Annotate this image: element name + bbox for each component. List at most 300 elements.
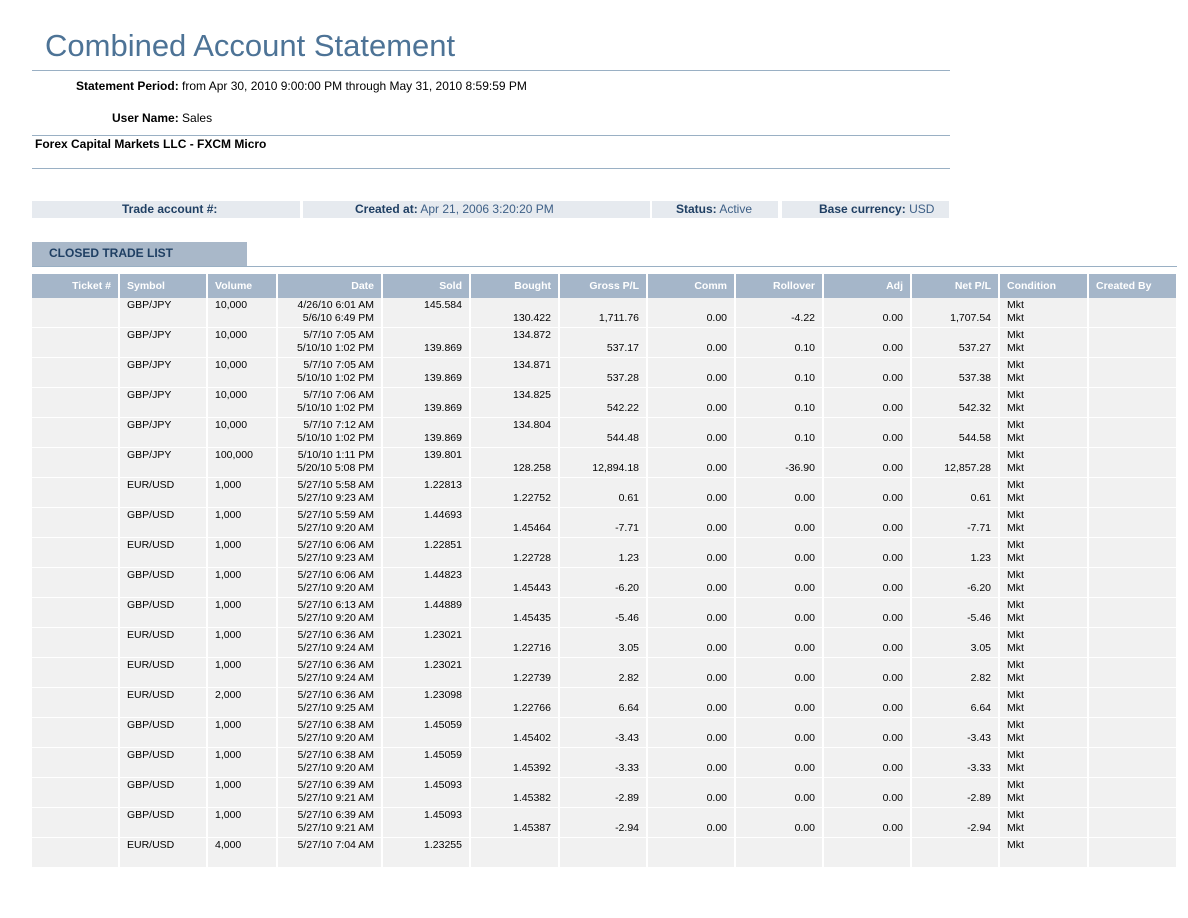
- comm-value: [655, 852, 727, 865]
- rollover-value: 0.00: [794, 581, 815, 594]
- date-close-value: 5/27/10 9:23 AM: [297, 551, 374, 564]
- table-row[interactable]: [32, 778, 1178, 808]
- sold-open-value: 1.23098: [424, 689, 462, 701]
- bought-open-value: 134.872: [513, 329, 551, 341]
- symbol-value: GBP/USD: [127, 779, 175, 791]
- sold-open-value: 1.23021: [424, 659, 462, 671]
- gross-pl-spacer: [567, 538, 639, 552]
- condition-open-value: Mkt: [1007, 419, 1024, 431]
- gross-pl-spacer: [567, 478, 639, 492]
- table-row[interactable]: [32, 658, 1178, 688]
- bought-cell: [471, 538, 560, 568]
- rollover-spacer: [743, 598, 815, 612]
- volume-cell: [208, 628, 278, 658]
- net-pl-value: 544.58: [958, 431, 991, 444]
- comm-spacer: [655, 748, 727, 762]
- comm-value: 0.00: [706, 611, 727, 624]
- table-row[interactable]: [32, 388, 1178, 418]
- created-by-cell: [1089, 568, 1178, 598]
- date-cell: [278, 388, 383, 418]
- gross-pl-spacer: [567, 418, 639, 432]
- symbol-value: GBP/JPY: [127, 389, 172, 401]
- ticket-cell: [32, 508, 120, 538]
- date-close-value: 5/27/10 9:20 AM: [297, 521, 374, 534]
- adj-value: 0.00: [882, 521, 903, 534]
- bought-cell: [471, 718, 560, 748]
- net-pl-spacer: [919, 298, 991, 312]
- bought-close-value: 1.45392: [513, 761, 551, 774]
- volume-cell: [208, 748, 278, 778]
- table-row[interactable]: [32, 418, 1178, 448]
- volume-value: 2,000: [215, 689, 242, 701]
- net-pl-spacer: [919, 808, 991, 822]
- status-label: Status:: [676, 202, 717, 216]
- net-pl-cell: [912, 598, 1000, 628]
- date-cell: [278, 568, 383, 598]
- date-cell: [278, 838, 383, 868]
- comm-spacer: [655, 718, 727, 732]
- comm-cell: [648, 538, 736, 568]
- sold-cell: [383, 298, 471, 328]
- symbol-value: GBP/JPY: [127, 449, 172, 461]
- symbol-value: GBP/JPY: [127, 299, 172, 311]
- adj-cell: [824, 388, 912, 418]
- volume-cell: [208, 508, 278, 538]
- bought-open-value: 134.804: [513, 419, 551, 431]
- condition-open-value: Mkt: [1007, 359, 1024, 371]
- bought-cell: [471, 298, 560, 328]
- created-by-cell: [1089, 358, 1178, 388]
- table-header-row: [32, 274, 1178, 298]
- symbol-cell: [120, 478, 208, 508]
- volume-cell: [208, 838, 278, 868]
- rollover-value: -36.90: [785, 461, 815, 474]
- sold-cell: [383, 418, 471, 448]
- condition-cell: [1000, 508, 1089, 538]
- rollover-cell: [736, 808, 824, 838]
- ticket-cell: [32, 688, 120, 718]
- date-open-value: 5/27/10 6:36 AM: [297, 689, 374, 701]
- ticket-cell: [32, 358, 120, 388]
- gross-pl-value: [567, 852, 639, 865]
- bought-close-value: [478, 372, 551, 385]
- column-header-gross-p-l[interactable]: Gross P/L: [560, 274, 648, 298]
- net-pl-spacer: [919, 478, 991, 492]
- table-row[interactable]: [32, 358, 1178, 388]
- bought-open-value: [478, 598, 551, 612]
- column-header-ticket[interactable]: Ticket #: [32, 274, 120, 298]
- adj-cell: [824, 658, 912, 688]
- volume-value: 1,000: [215, 719, 242, 731]
- condition-close-value: Mkt: [1007, 401, 1024, 414]
- bought-open-value: 134.825: [513, 389, 551, 401]
- symbol-cell: [120, 448, 208, 478]
- net-pl-value: 6.64: [970, 701, 991, 714]
- comm-value: 0.00: [706, 581, 727, 594]
- table-row[interactable]: [32, 598, 1178, 628]
- date-close-value: 5/6/10 6:49 PM: [302, 311, 374, 324]
- column-header-condition[interactable]: Condition: [1000, 274, 1089, 298]
- table-row[interactable]: [32, 508, 1178, 538]
- comm-value: 0.00: [706, 701, 727, 714]
- net-pl-value: -3.43: [967, 731, 991, 744]
- volume-value: 1,000: [215, 809, 242, 821]
- date-open-value: 5/7/10 7:06 AM: [303, 389, 374, 401]
- volume-value: 1,000: [215, 479, 242, 491]
- condition-open-value: Mkt: [1007, 839, 1024, 851]
- symbol-value: GBP/USD: [127, 509, 175, 521]
- bought-cell: [471, 448, 560, 478]
- bought-close-value: [478, 402, 551, 415]
- gross-pl-spacer: [567, 388, 639, 402]
- bought-cell: [471, 358, 560, 388]
- comm-spacer: [655, 358, 727, 372]
- rollover-value: 0.00: [794, 731, 815, 744]
- rollover-spacer: [743, 688, 815, 702]
- net-pl-spacer: [919, 418, 991, 432]
- date-cell: [278, 778, 383, 808]
- column-header-adj[interactable]: Adj: [824, 274, 912, 298]
- created-by-cell: [1089, 298, 1178, 328]
- condition-open-value: Mkt: [1007, 539, 1024, 551]
- net-pl-cell: [912, 448, 1000, 478]
- table-row[interactable]: [32, 808, 1178, 838]
- rollover-spacer: [743, 658, 815, 672]
- gross-pl-value: 6.64: [618, 701, 639, 714]
- gross-pl-cell: [560, 538, 648, 568]
- ticket-cell: [32, 328, 120, 358]
- net-pl-value: 537.38: [958, 371, 991, 384]
- gross-pl-value: 544.48: [606, 431, 639, 444]
- table-row[interactable]: [32, 448, 1178, 478]
- symbol-cell: [120, 748, 208, 778]
- date-close-value: 5/27/10 9:24 AM: [297, 641, 374, 654]
- sold-cell: [383, 748, 471, 778]
- rollover-spacer: [743, 808, 815, 822]
- date-open-value: 4/26/10 6:01 AM: [297, 299, 374, 311]
- table-row[interactable]: [32, 538, 1178, 568]
- created-by-cell: [1089, 388, 1178, 418]
- symbol-value: EUR/USD: [127, 659, 175, 671]
- bought-close-value: 128.258: [513, 461, 551, 474]
- gross-pl-cell: [560, 328, 648, 358]
- net-pl-spacer: [919, 508, 991, 522]
- comm-spacer: [655, 298, 727, 312]
- condition-open-value: Mkt: [1007, 449, 1024, 461]
- net-pl-cell: [912, 328, 1000, 358]
- condition-open-value: Mkt: [1007, 629, 1024, 641]
- gross-pl-cell: [560, 748, 648, 778]
- sold-close-value: 139.869: [424, 401, 462, 414]
- condition-open-value: Mkt: [1007, 719, 1024, 731]
- adj-value: 0.00: [882, 701, 903, 714]
- sold-close-value: [390, 792, 462, 805]
- gross-pl-cell: [560, 688, 648, 718]
- gross-pl-cell: [560, 478, 648, 508]
- column-header-symbol[interactable]: Symbol: [120, 274, 208, 298]
- date-open-value: 5/27/10 6:06 AM: [297, 569, 374, 581]
- gross-pl-cell: [560, 778, 648, 808]
- comm-cell: [648, 778, 736, 808]
- bought-close-value: 1.22739: [513, 671, 551, 684]
- condition-open-value: Mkt: [1007, 749, 1024, 761]
- gross-pl-spacer: [567, 718, 639, 732]
- condition-close-value: Mkt: [1007, 311, 1024, 324]
- symbol-cell: [120, 658, 208, 688]
- condition-cell: [1000, 598, 1089, 628]
- adj-spacer: [831, 448, 903, 462]
- adj-value: 0.00: [882, 491, 903, 504]
- condition-open-value: Mkt: [1007, 389, 1024, 401]
- page-title: Combined Account Statement: [45, 28, 456, 63]
- net-pl-cell: [912, 718, 1000, 748]
- gross-pl-cell: [560, 388, 648, 418]
- condition-open-value: Mkt: [1007, 659, 1024, 671]
- gross-pl-cell: [560, 448, 648, 478]
- table-row[interactable]: [32, 628, 1178, 658]
- column-header-date[interactable]: Date: [278, 274, 383, 298]
- gross-pl-value: 2.82: [618, 671, 639, 684]
- bought-close-value: [478, 432, 551, 445]
- date-open-value: 5/27/10 6:36 AM: [297, 629, 374, 641]
- bought-open-value: [478, 508, 551, 522]
- gross-pl-spacer: [567, 838, 639, 852]
- date-close-value: 5/27/10 9:23 AM: [297, 491, 374, 504]
- volume-cell: [208, 448, 278, 478]
- sold-cell: [383, 448, 471, 478]
- adj-spacer: [831, 628, 903, 642]
- gross-pl-value: -3.43: [615, 731, 639, 744]
- sold-open-value: 1.44889: [424, 599, 462, 611]
- condition-cell: [1000, 448, 1089, 478]
- gross-pl-cell: [560, 838, 648, 868]
- closed-trades-table: [32, 274, 1178, 868]
- net-pl-spacer: [919, 328, 991, 342]
- sold-cell: [383, 568, 471, 598]
- column-header-net-p-l[interactable]: Net P/L: [912, 274, 1000, 298]
- condition-cell: [1000, 808, 1089, 838]
- condition-open-value: Mkt: [1007, 479, 1024, 491]
- condition-cell: [1000, 718, 1089, 748]
- adj-cell: [824, 718, 912, 748]
- condition-close-value: Mkt: [1007, 671, 1024, 684]
- gross-pl-spacer: [567, 358, 639, 372]
- sold-cell: [383, 658, 471, 688]
- column-header-bought[interactable]: Bought: [471, 274, 560, 298]
- symbol-value: GBP/USD: [127, 599, 175, 611]
- adj-value: 0.00: [882, 671, 903, 684]
- base-currency-value: USD: [909, 202, 935, 216]
- condition-close-value: Mkt: [1007, 371, 1024, 384]
- comm-spacer: [655, 658, 727, 672]
- table-row[interactable]: [32, 298, 1178, 328]
- sold-close-value: [390, 582, 462, 595]
- date-open-value: 5/27/10 6:38 AM: [297, 749, 374, 761]
- sold-cell: [383, 358, 471, 388]
- adj-spacer: [831, 328, 903, 342]
- symbol-cell: [120, 358, 208, 388]
- bought-cell: [471, 748, 560, 778]
- table-row[interactable]: [32, 718, 1178, 748]
- sold-open-value: [390, 418, 462, 432]
- column-header-rollover[interactable]: Rollover: [736, 274, 824, 298]
- column-header-created-by[interactable]: Created By: [1089, 274, 1178, 298]
- volume-value: 1,000: [215, 509, 242, 521]
- date-cell: [278, 658, 383, 688]
- net-pl-value: 0.61: [970, 491, 991, 504]
- comm-cell: [648, 718, 736, 748]
- column-header-sold[interactable]: Sold: [383, 274, 471, 298]
- net-pl-value: [919, 852, 991, 865]
- column-header-comm[interactable]: Comm: [648, 274, 736, 298]
- table-row[interactable]: [32, 568, 1178, 598]
- sold-close-value: [390, 612, 462, 625]
- condition-close-value: Mkt: [1007, 461, 1024, 474]
- symbol-cell: [120, 418, 208, 448]
- comm-cell: [648, 358, 736, 388]
- bought-open-value: [478, 568, 551, 582]
- symbol-value: GBP/USD: [127, 569, 175, 581]
- adj-value: [831, 852, 903, 865]
- gross-pl-value: 537.28: [606, 371, 639, 384]
- rollover-value: 0.10: [794, 341, 815, 354]
- gross-pl-cell: [560, 298, 648, 328]
- adj-value: 0.00: [882, 341, 903, 354]
- comm-cell: [648, 628, 736, 658]
- volume-cell: [208, 568, 278, 598]
- closed-trade-list-tab[interactable]: CLOSED TRADE LIST: [32, 242, 247, 266]
- rollover-spacer: [743, 358, 815, 372]
- rollover-cell: [736, 508, 824, 538]
- gross-pl-value: 0.61: [618, 491, 639, 504]
- comm-spacer: [655, 778, 727, 792]
- sold-close-value: [390, 552, 462, 565]
- date-close-value: 5/27/10 9:24 AM: [297, 671, 374, 684]
- bought-open-value: [478, 658, 551, 672]
- table-row[interactable]: [32, 688, 1178, 718]
- rollover-cell: [736, 718, 824, 748]
- table-row[interactable]: [32, 478, 1178, 508]
- rollover-cell: [736, 748, 824, 778]
- volume-value: 10,000: [215, 299, 248, 311]
- gross-pl-value: 537.17: [606, 341, 639, 354]
- table-row[interactable]: [32, 748, 1178, 778]
- net-pl-cell: [912, 748, 1000, 778]
- date-open-value: 5/27/10 6:36 AM: [297, 659, 374, 671]
- sold-close-value: [390, 672, 462, 685]
- ticket-cell: [32, 598, 120, 628]
- ticket-cell: [32, 538, 120, 568]
- condition-close-value: Mkt: [1007, 611, 1024, 624]
- sold-cell: [383, 508, 471, 538]
- symbol-value: EUR/USD: [127, 689, 175, 701]
- gross-pl-value: -3.33: [615, 761, 639, 774]
- volume-value: 10,000: [215, 389, 248, 401]
- created-by-cell: [1089, 658, 1178, 688]
- net-pl-spacer: [919, 538, 991, 552]
- net-pl-value: -7.71: [967, 521, 991, 534]
- bought-cell: [471, 628, 560, 658]
- bought-cell: [471, 568, 560, 598]
- rollover-value: 0.00: [794, 611, 815, 624]
- rollover-cell: [736, 538, 824, 568]
- net-pl-cell: [912, 358, 1000, 388]
- net-pl-spacer: [919, 568, 991, 582]
- gross-pl-cell: [560, 598, 648, 628]
- date-cell: [278, 328, 383, 358]
- adj-spacer: [831, 358, 903, 372]
- bought-open-value: [478, 748, 551, 762]
- sold-cell: [383, 538, 471, 568]
- volume-cell: [208, 418, 278, 448]
- rollover-value: 0.00: [794, 761, 815, 774]
- condition-cell: [1000, 838, 1089, 868]
- gross-pl-value: 3.05: [618, 641, 639, 654]
- condition-close-value: Mkt: [1007, 431, 1024, 444]
- table-row[interactable]: [32, 838, 1178, 868]
- created-by-cell: [1089, 418, 1178, 448]
- date-cell: [278, 718, 383, 748]
- bought-close-value: [478, 342, 551, 355]
- gross-pl-cell: [560, 418, 648, 448]
- volume-cell: [208, 778, 278, 808]
- rollover-spacer: [743, 298, 815, 312]
- date-open-value: 5/7/10 7:05 AM: [303, 329, 374, 341]
- comm-spacer: [655, 568, 727, 582]
- created-by-cell: [1089, 478, 1178, 508]
- sold-close-value: 139.869: [424, 341, 462, 354]
- date-cell: [278, 298, 383, 328]
- date-open-value: 5/7/10 7:12 AM: [303, 419, 374, 431]
- ticket-cell: [32, 748, 120, 778]
- condition-cell: [1000, 358, 1089, 388]
- adj-value: 0.00: [882, 641, 903, 654]
- symbol-value: EUR/USD: [127, 629, 175, 641]
- symbol-cell: [120, 568, 208, 598]
- adj-value: 0.00: [882, 371, 903, 384]
- volume-value: 1,000: [215, 659, 242, 671]
- symbol-cell: [120, 598, 208, 628]
- net-pl-spacer: [919, 598, 991, 612]
- net-pl-value: 542.32: [958, 401, 991, 414]
- date-close-value: 5/27/10 9:20 AM: [297, 731, 374, 744]
- condition-close-value: Mkt: [1007, 791, 1024, 804]
- created-at-label: Created at:: [355, 202, 418, 216]
- condition-open-value: Mkt: [1007, 569, 1024, 581]
- sold-close-value: [390, 732, 462, 745]
- adj-value: 0.00: [882, 311, 903, 324]
- table-row[interactable]: [32, 328, 1178, 358]
- date-open-value: 5/27/10 6:39 AM: [297, 809, 374, 821]
- gross-pl-spacer: [567, 598, 639, 612]
- created-by-cell: [1089, 538, 1178, 568]
- comm-spacer: [655, 448, 727, 462]
- volume-value: 10,000: [215, 329, 248, 341]
- adj-cell: [824, 538, 912, 568]
- rollover-cell: [736, 838, 824, 868]
- net-pl-value: 1.23: [970, 551, 991, 564]
- date-close-value: 5/10/10 1:02 PM: [296, 341, 374, 354]
- gross-pl-spacer: [567, 508, 639, 522]
- created-by-cell: [1089, 448, 1178, 478]
- symbol-cell: [120, 388, 208, 418]
- bought-cell: [471, 388, 560, 418]
- date-close-value: 5/27/10 9:20 AM: [297, 611, 374, 624]
- net-pl-spacer: [919, 658, 991, 672]
- rollover-spacer: [743, 478, 815, 492]
- column-header-volume[interactable]: Volume: [208, 274, 278, 298]
- condition-open-value: Mkt: [1007, 689, 1024, 701]
